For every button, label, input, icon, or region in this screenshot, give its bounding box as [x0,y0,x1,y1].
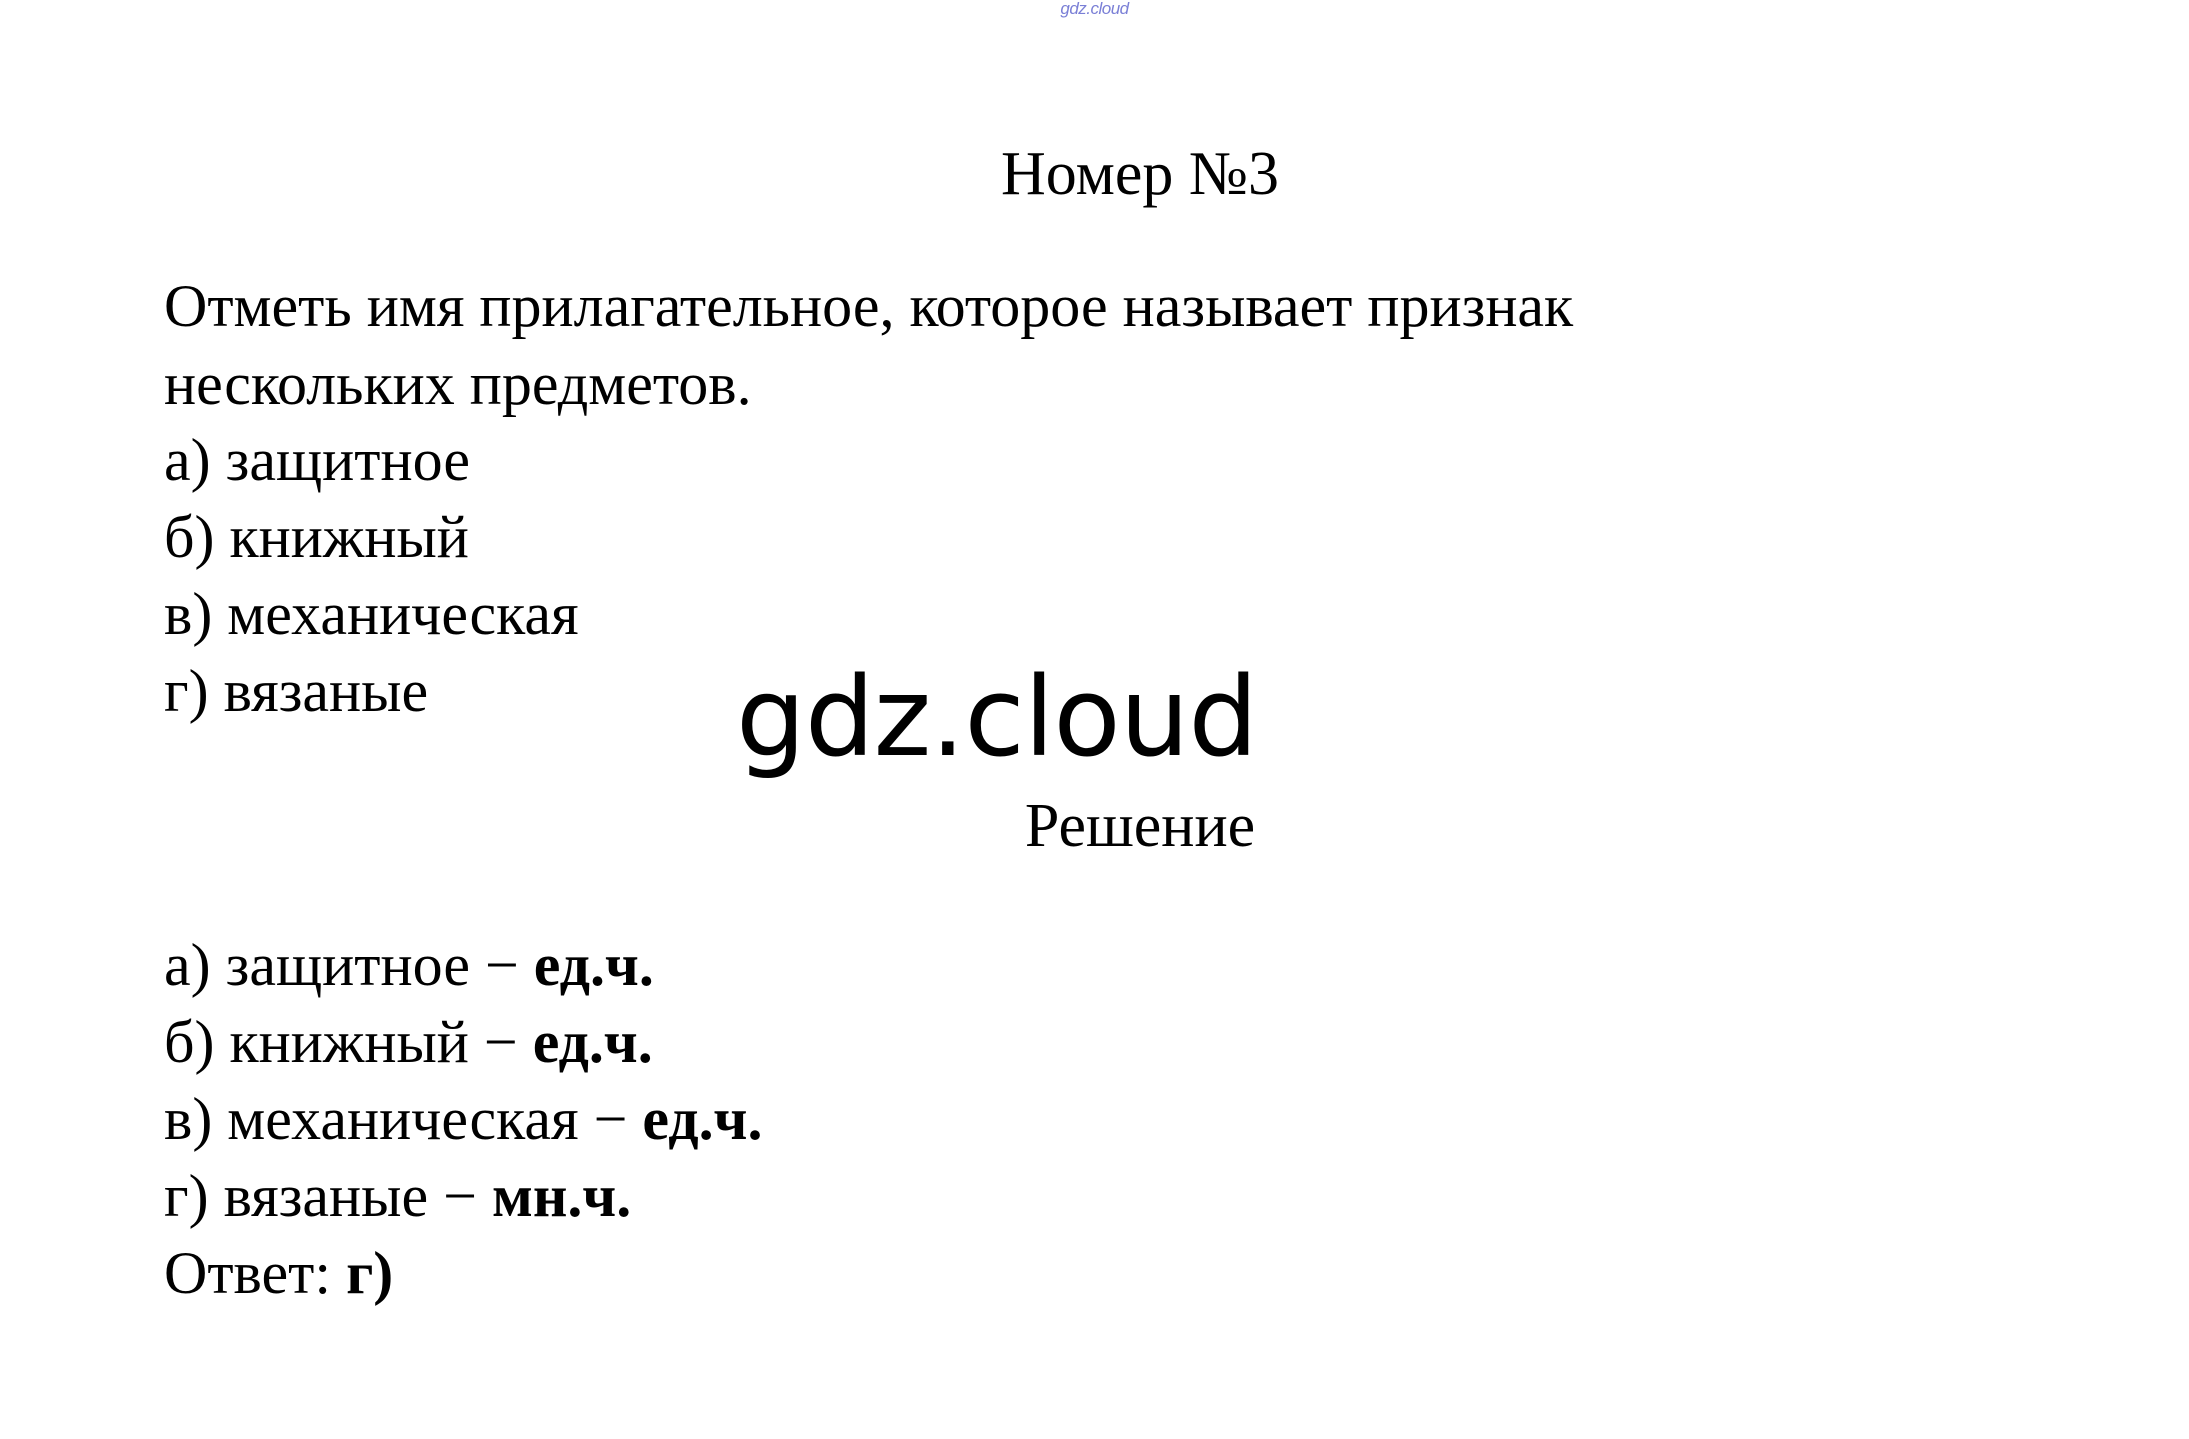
answer-line [164,1235,393,1311]
question-line-2: нескольких предметов. [164,351,752,417]
solution-row [164,1158,631,1234]
solution-row-number: ед.ч. [642,1086,763,1152]
option-d: г) вязаные [164,658,429,724]
option-b: б) книжный [164,504,469,570]
solution-row [164,1004,653,1080]
answer-value: г) [346,1240,394,1306]
center-watermark: gdz.cloud [736,653,1258,781]
top-watermark: gdz.cloud [1060,0,1129,18]
page-title: Номер №3 [1000,140,1279,208]
solution-row-text: в) механическая − [164,1086,643,1152]
solution-row-number: ед.ч. [533,932,654,998]
option-a: а) защитное [164,427,470,493]
solution-row-text: а) защитное − [164,932,534,998]
solution-title: Решение [1024,792,1256,860]
option-c: в) механическая [164,581,579,647]
answer-label: Ответ: [164,1240,347,1306]
solution-row-number: мн.ч. [491,1163,632,1229]
solution-row [164,927,654,1003]
solution-row [164,1081,762,1157]
question-line-1: Отметь имя прилагательное, которое называет признак [164,273,1574,339]
solution-row-number: ед.ч. [532,1009,653,1075]
solution-row-text: б) книжный − [164,1009,533,1075]
solution-row-text: г) вязаные − [164,1163,492,1229]
